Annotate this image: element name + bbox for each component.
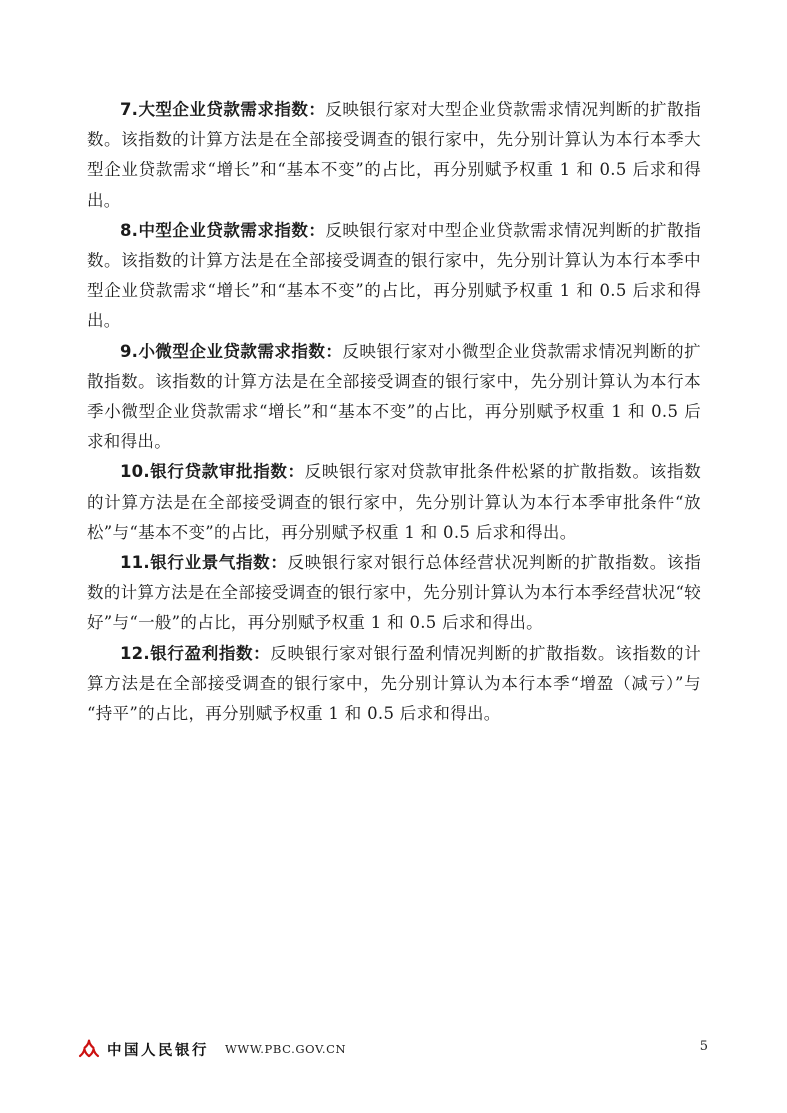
paragraph-item xyxy=(87,216,701,337)
bank-name: 中国人民银行 xyxy=(107,1041,209,1059)
paragraph-body: 反映银行家对大型企业贷款需求情况判断的扩散指数。该指数的计算方法是在全部接受调查的银行家中，先分别计算认为本行本季大型企业贷款需求“增长”和“基本不变”的占比，再分别赋予权重 1 和 0.5 后求和得出。 xyxy=(87,100,701,210)
paragraph-heading: 11.银行业景气指数： xyxy=(120,553,288,573)
pbc-logo-icon xyxy=(78,1038,100,1060)
paragraph-body: 反映银行家对小微型企业贷款需求情况判断的扩散指数。该指数的计算方法是在全部接受调查的银行家中，先分别计算认为本行本季小微型企业贷款需求“增长”和“基本不变”的占比，再分别赋予权重 1 和 0.5 后求和得出。 xyxy=(87,341,701,452)
paragraph-body: 反映银行家对贷款审批条件松紧的扩散指数。该指数的计算方法是在全部接受调查的银行家中，先分别计算认为本行本季审批条件“放松”与“基本不变”的占比，再分别赋予权重 1 和 0.5 后求和得出。 xyxy=(87,462,701,542)
paragraph-item xyxy=(87,457,701,548)
paragraph-item xyxy=(87,337,701,458)
paragraph-heading: 12.银行盈利指数： xyxy=(120,643,271,663)
paragraph-body: 反映银行家对中型企业贷款需求情况判断的扩散指数。该指数的计算方法是在全部接受调查的银行家中，先分别计算认为本行本季中型企业贷款需求“增长”和“基本不变”的占比，再分别赋予权重 1 和 0.5 后求和得出。 xyxy=(87,220,701,331)
paragraph-body: 反映银行家对银行总体经营状况判断的扩散指数。该指数的计算方法是在全部接受调查的银行家中，先分别计算认为本行本季经营状况“较好”与“一般”的占比，再分别赋予权重 1 和 0.5 后求和得出。 xyxy=(87,553,701,633)
paragraph-item xyxy=(87,639,701,730)
paragraph-heading: 9.小微型企业贷款需求指数： xyxy=(120,341,343,361)
paragraph-heading: 7.大型企业贷款需求指数： xyxy=(120,100,326,119)
paragraph-heading: 10.银行贷款审批指数： xyxy=(120,462,305,482)
footer-website: WWW.PBC.GOV.CN xyxy=(225,1042,347,1056)
paragraph-item xyxy=(87,95,701,216)
document-body xyxy=(87,95,701,729)
paragraph-heading: 8.中型企业贷款需求指数： xyxy=(120,220,326,240)
page-number: 5 xyxy=(699,1039,708,1054)
paragraph-item xyxy=(87,548,701,639)
paragraph-body: 反映银行家对银行盈利情况判断的扩散指数。该指数的计算方法是在全部接受调查的银行家中，先分别计算认为本行本季“增盈（减亏）”与“持平”的占比，再分别赋予权重 1 和 0.5 后求和得出。 xyxy=(87,643,701,724)
page-footer xyxy=(78,1036,713,1062)
